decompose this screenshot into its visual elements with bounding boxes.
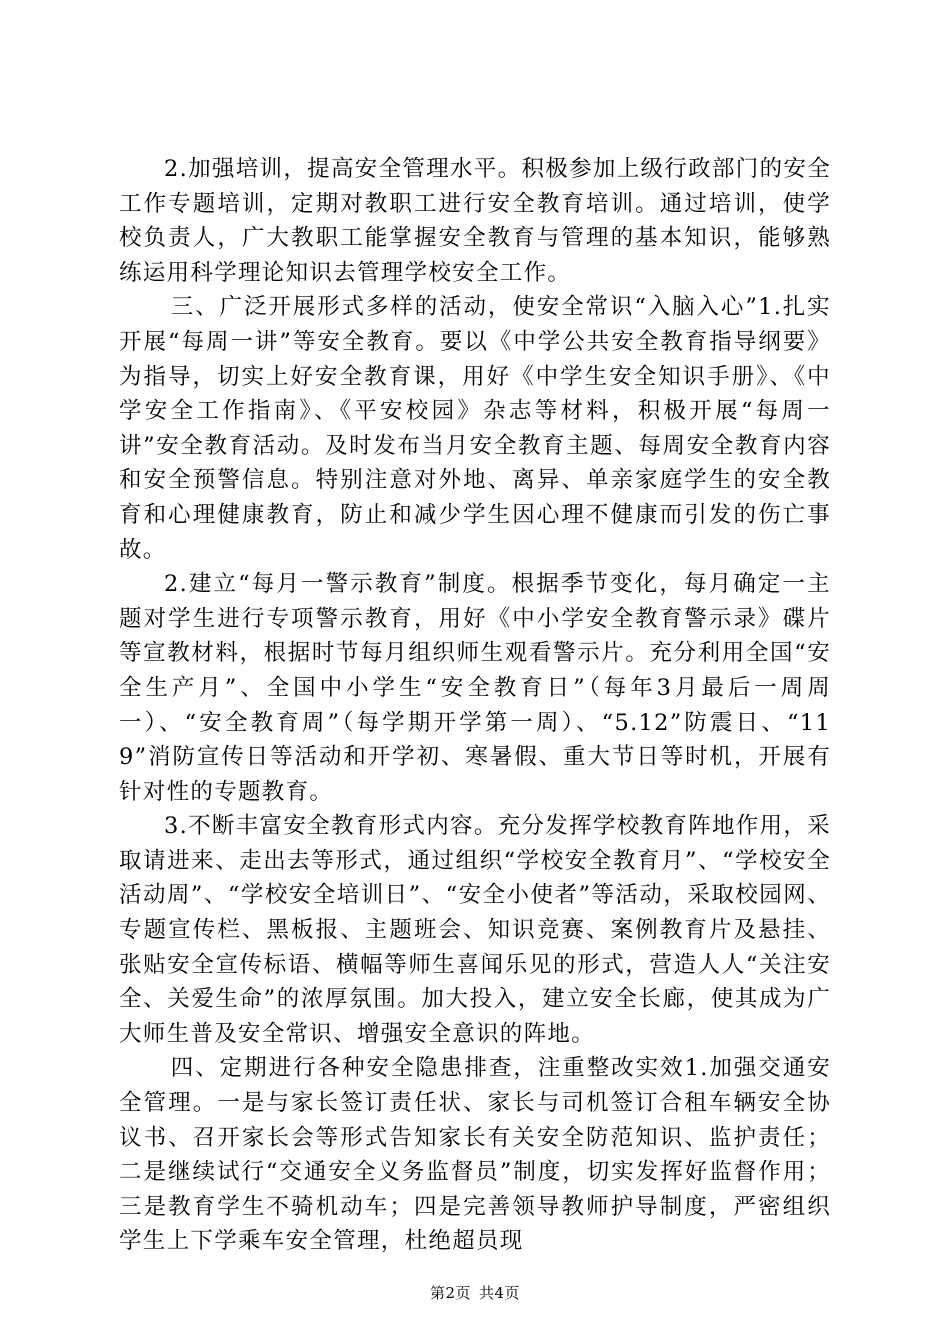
paragraph-section-three: 三、广泛开展形式多样的活动，使安全常识“入脑入心”1.扎实开展“每周一讲”等安全教育。要以《中学公共安全教育指导纲要》为指导，切实上好安全教育课，用好《中学生安全知识手册》、《中学安全工作指南》、《平安校园》杂志等材料，积极开展“每周一讲”安全教育活动。及时发布当月安全教育主题、每周安全教育内容和安全预警信息。特别注意对外地、离异、单亲家庭学生的安全教育和心理健康教育，防止和减少学生因心理不健康而引发的伤亡事故。	[119, 294, 831, 563]
document-body	[119, 152, 831, 1259]
paragraph-education-forms: 3.不断丰富安全教育形式内容。充分发挥学校教育阵地作用，采取请进来、走出去等形式，通过组织“学校安全教育月”、“学校安全活动周”、“学校安全培训日”、“安全小使者”等活动，采取校园网、专题宣传栏、黑板报、主题班会、知识竞赛、案例教育片及悬挂、张贴安全宣传标语、横幅等师生喜闻乐见的形式，营造人人“关注安全、关爱生命”的浓厚氛围。加大投入，建立安全长廊，使其成为广大师生普及安全常识、增强安全意识的阵地。	[119, 813, 831, 1047]
paragraph-section-four: 四、定期进行各种安全隐患排查，注重整改实效1.加强交通安全管理。一是与家长签订责任状、家长与司机签订合租车辆安全协议书、召开家长会等形式告知家长有关安全防范知识、监护责任；二是继续试行“交通安全义务监督员”制度，切实发挥好监督作用；三是教育学生不骑机动车；四是完善领导教师护导制度，严密组织学生上下学乘车安全管理，杜绝超员现	[119, 1055, 831, 1255]
page-footer	[0, 1283, 950, 1303]
paragraph-training: 2.加强培训，提高安全管理水平。积极参加上级行政部门的安全工作专题培训，定期对教职工进行安全教育培训。通过培训，使学校负责人，广大教职工能掌握安全教育与管理的基本知识，能够熟练运用科学理论知识去管理学校安全工作。	[119, 156, 831, 286]
paragraph-monthly-warning: 2.建立“每月一警示教育”制度。根据季节变化，每月确定一主题对学生进行专项警示教育，用好《中小学安全教育警示录》碟片等宣教材料，根据时节每月组织师生观看警示片。充分利用全国“安全生产月”、全国中小学生“安全教育日”（每年3月最后一周周一）、“安全教育周”（每学期开学第一周）、“5.12”防震日、“119”消防宣传日等活动和开学初、寒暑假、重大节日等时机，开展有针对性的专题教育。	[119, 571, 831, 805]
page-number-current: 第2页	[429, 1284, 471, 1302]
page-number-total: 共4页	[479, 1284, 521, 1302]
